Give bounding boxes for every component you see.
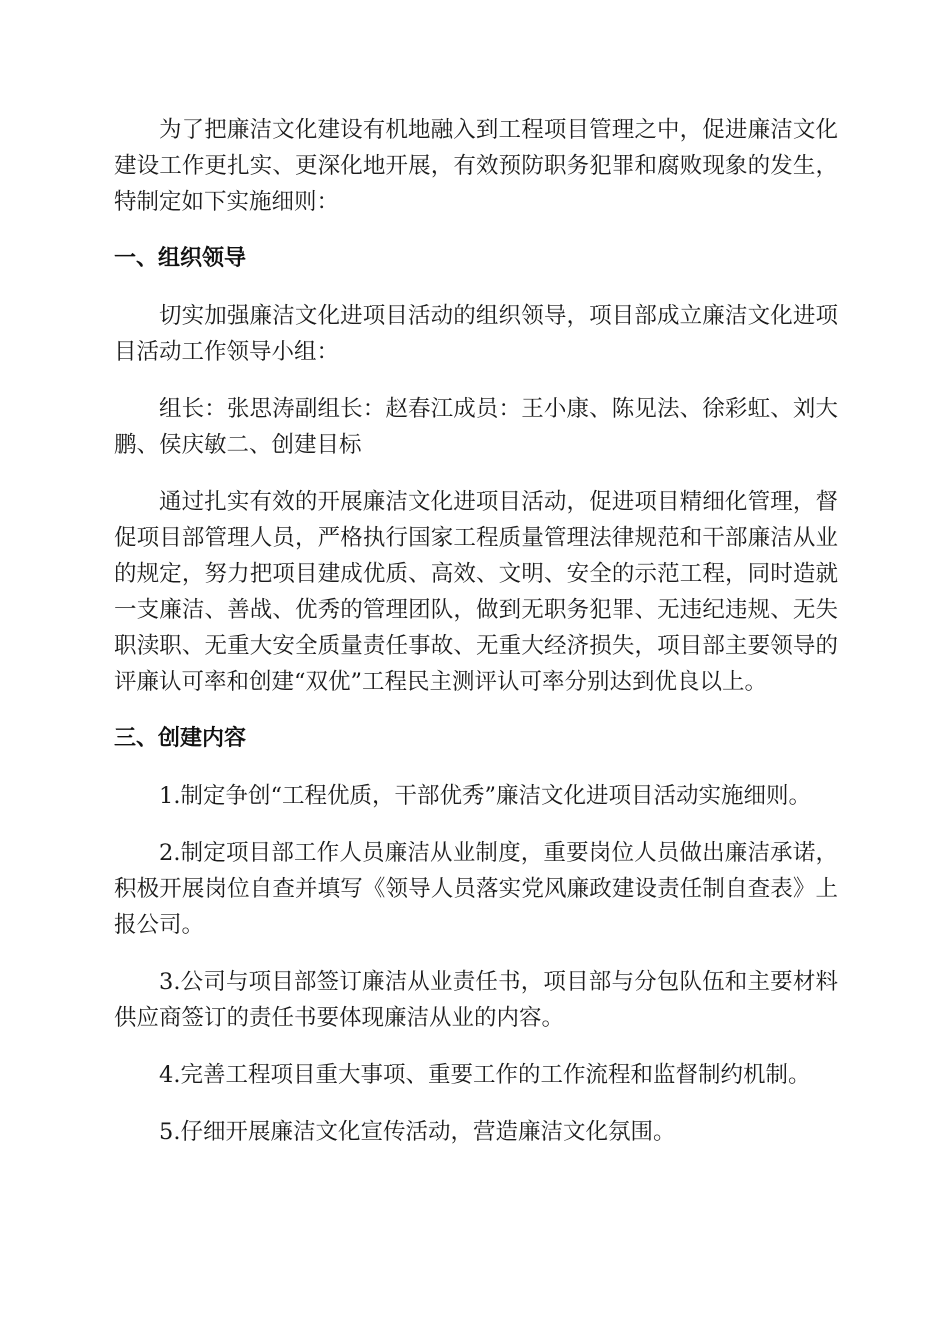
list-item: 3.公司与项目部签订廉洁从业责任书，项目部与分包队伍和主要材料供应商签订的责任书要体现廉洁从业的内容。	[114, 969, 838, 1031]
list-item: 1.制定争创“工程优质，干部优秀”廉洁文化进项目活动实施细则。	[159, 783, 811, 809]
leadership-members-paragraph: 组长：张思涛副组长：赵春江成员：王小康、陈见法、徐彩虹、刘大鹏、侯庆敏二、创建目标	[114, 396, 838, 458]
list-item: 5.仔细开展廉洁文化宣传活动，营造廉洁文化氛围。	[159, 1119, 676, 1145]
organization-paragraph: 切实加强廉洁文化进项目活动的组织领导，项目部成立廉洁文化进项目活动工作领导小组：	[114, 303, 838, 365]
document-body	[114, 112, 838, 1171]
list-item: 2.制定项目部工作人员廉洁从业制度，重要岗位人员做出廉洁承诺，积极开展岗位自查并填写《领导人员落实党风廉政建设责任制自查表》上报公司。	[114, 840, 838, 938]
list-item: 4.完善工程项目重大事项、重要工作的工作流程和监督制约机制。	[159, 1062, 811, 1088]
section-heading-content: 三、创建内容	[114, 726, 247, 751]
section-heading-organization: 一、组织领导	[114, 246, 247, 271]
intro-paragraph: 为了把廉洁文化建设有机地融入到工程项目管理之中，促进廉洁文化建设工作更扎实、更深化地开展，有效预防职务犯罪和腐败现象的发生，特制定如下实施细则：	[114, 117, 838, 215]
goals-paragraph: 通过扎实有效的开展廉洁文化进项目活动，促进项目精细化管理，督促项目部管理人员，严格执行国家工程质量管理法律规范和干部廉洁从业的规定，努力把项目建成优质、高效、文明、安全的示范工程，同时造就一支廉洁、善战、优秀的管理团队，做到无职务犯罪、无违纪违规、无失职渎职、无重大安全质量责任事故、无重大经济损失，项目部主要领导的评廉认可率和创建“双优”工程民主测评认可率分别达到优良以上。	[114, 489, 838, 695]
